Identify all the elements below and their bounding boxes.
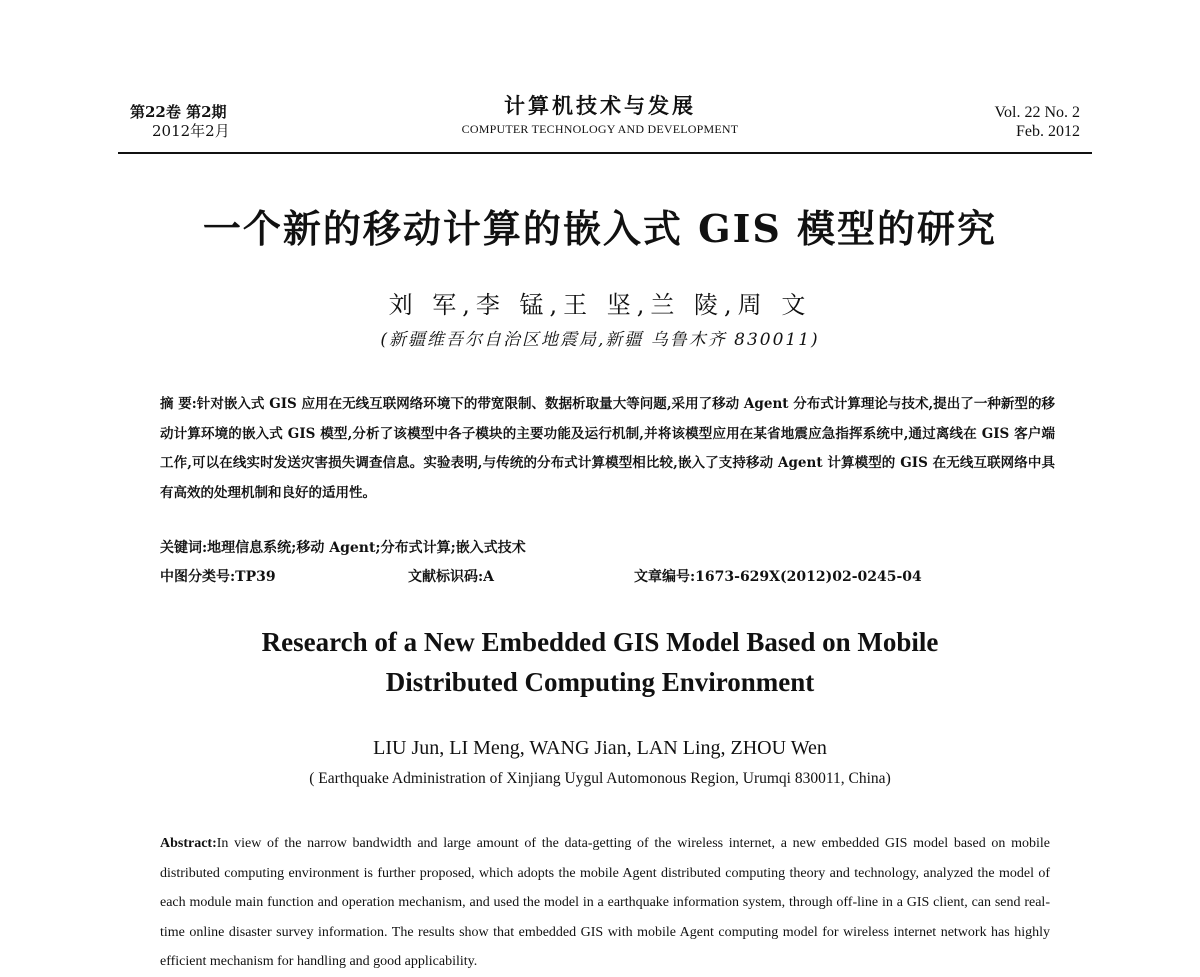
affiliation-cn: (新疆维吾尔自治区地震局,新疆 乌鲁木齐 830011)	[380, 330, 820, 350]
issue-volume-en: Vol. 22 No. 2	[994, 104, 1080, 121]
abstract-cn-label: 摘 要:	[160, 396, 197, 412]
document-code: 文献标识码:A	[408, 569, 495, 585]
keywords-cn: 关键词:地理信息系统;移动 Agent;分布式计算;嵌入式技术	[160, 540, 526, 556]
abstract-en-text: In view of the narrow bandwidth and large amount of the data-getting of the wireless internet, a new embedded GIS model based on mobile distributed computing environment is further proposed, which adopts the mobile Agent distributed computing theory and technology, analyzed the model of each module main function and operation mechanism, and used the model in a earthquake information system, through off-line in a GIS client, can send real-time online disaster survey information. The results show that embedded GIS with mobile Agent computing model for wireless internet network has highly efficient mechanism for handling and good applicability.	[160, 836, 1050, 969]
paper-title-cn: 一个新的移动计算的嵌入式 GIS 模型的研究	[202, 206, 998, 251]
issue-volume: 第22卷 第2期	[130, 103, 227, 121]
paper-title-en-line2: Distributed Computing Environment	[385, 667, 815, 697]
journal-name-en: COMPUTER TECHNOLOGY AND DEVELOPMENT	[461, 122, 739, 136]
authors-en: LIU Jun, LI Meng, WANG Jian, LAN Ling, ZHOU Wen	[373, 737, 827, 759]
authors-cn: 刘 军,李 锰,王 坚,兰 陵,周 文	[388, 291, 812, 319]
classification-row	[160, 566, 1060, 586]
issue-date-en: Feb. 2012	[1016, 123, 1080, 140]
journal-name-cn: 计算机技术与发展	[504, 93, 696, 118]
abstract-cn	[160, 390, 1055, 508]
abstract-cn-text: 针对嵌入式 GIS 应用在无线互联网络环境下的带宽限制、数据析取量大等问题,采用了移动 Agent 分布式计算理论与技术,提出了一种新型的移动计算环境的嵌入式 GIS 模型,分析了该模型中各子模块的主要功能及运行机制,并将该模型应用在某省地震应急指挥系统中,通过离线在 GIS 客户端工作,可以在线实时发送灾害损失调查信息。实验表明,与传统的分布式计算模型相比较,嵌入了支持移动 Agent 计算模型的 GIS 在无线互联网络中具有高效的处理机制和良好的适用性。	[160, 396, 1055, 501]
paper-title-en-line1: Research of a New Embedded GIS Model Based on Mobile	[261, 627, 939, 657]
clc-number: 中图分类号:TP39	[160, 569, 276, 585]
abstract-en-label: Abstract:	[160, 836, 217, 851]
issue-date-cn: 2012年2月	[152, 122, 230, 140]
issue-info-en	[948, 103, 1080, 141]
article-number: 文章编号:1673-629X(2012)02-0245-04	[634, 569, 922, 585]
paper-title-en	[0, 622, 1200, 702]
header-rule	[118, 152, 1092, 154]
affiliation-en: ( Earthquake Administration of Xinjiang Uygul Automonous Region, Urumqi 830011, China)	[309, 770, 891, 787]
abstract-en	[160, 829, 1050, 977]
